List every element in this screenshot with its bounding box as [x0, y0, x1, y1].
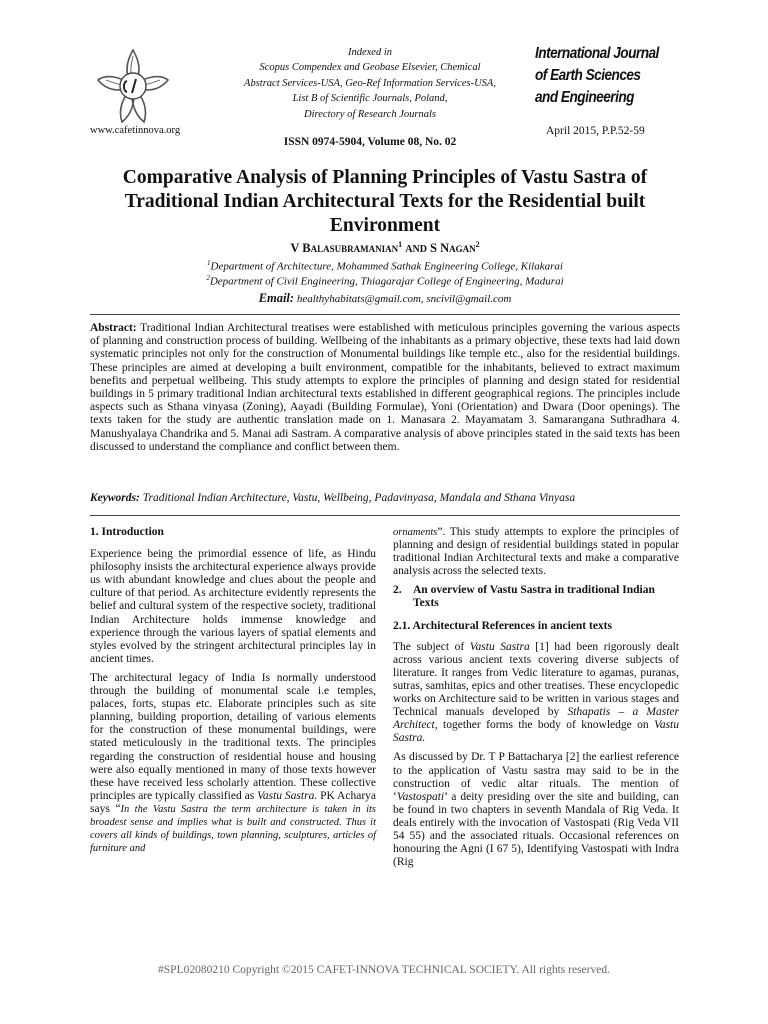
paragraph — [393, 751, 679, 869]
paragraph-text: As discussed by Dr. T P Battacharya [2] the earliest reference to the application of Vastu sastra may said to be in the construction of vedic altar rituals. The mention of ‘ — [393, 751, 679, 803]
indexing-line: Directory of Research Journals — [304, 108, 436, 120]
abstract-text: Traditional Indian Architectural treatises were established with meticulous principles governing the various aspects of planning and construction process of building. Wellbeing of the inhabitants as a primary objective, these texts had laid down systematic principles not only for the construction of Monumental buildings like temple etc., also for the residential buildings. These principles are aimed at developing a built environment, compatible for the inhabitants, believed to extract maximum benefits and perpetual wellbeing. This study attempts to explore the principles of planning and design stated for residential buildings in 5 primary traditional Indian architectural texts established in different geographical regions. The principles include aspects such as Sthana vinyasa (Zoning), Aayadi (Building Formulae), Yoni (Orientation) and Dwara (Door openings). The texts taken for the study are authentic translation made on 1. Manasara 2. Mayamatam 3. Samarangana Suthradhara 4. Manushyalaya Chandrika and 5. Manai adi Sastram. A comparative analysis of above principles stated in the said texts has been discussed to understand the compliance and conflict between them. — [90, 322, 680, 453]
email-address[interactable]: healthyhabitats@gmail.com, sncivil@gmail.com — [296, 293, 512, 305]
keywords — [90, 492, 680, 504]
authors — [95, 240, 675, 256]
subsection-heading: 2.1. Architectural References in ancient texts — [393, 619, 612, 632]
paragraph-text: PK Acharya says “ — [90, 789, 377, 815]
indexing-info — [212, 45, 528, 122]
author-name: V Balasubramanian — [290, 241, 399, 256]
paragraph-text: ”. This study attempts to explore the principles of planning and design of residential buildings stated in popular traditional Indian Architectural texts and make a comparative analysis across the selected texts. — [393, 526, 679, 578]
abstract-label: Abstract: — [90, 322, 137, 334]
journal-name-line: and Engineering — [535, 89, 634, 106]
email-label: Email: — [258, 291, 295, 305]
issue-date: April 2015, P.P.52-59 — [546, 125, 645, 137]
section-number: 2. — [393, 584, 402, 597]
keywords-text: Traditional Indian Architecture, Vastu, Wellbeing, Padavinyasa, Mandala and Sthana Vinyasa — [142, 492, 576, 504]
paragraph-text: together forms the body of knowledge on — [437, 719, 655, 732]
email-line — [95, 291, 675, 306]
copyright-footer: #SPL02080210 Copyright ©2015 CAFET-INNOVA TECHNICAL SOCIETY. All rights reserved. — [158, 964, 610, 976]
affiliation-marker: 1 — [207, 259, 211, 267]
paragraph — [393, 526, 679, 578]
author-name: S Nagan — [430, 241, 476, 256]
paragraph-text: [1] had been rigorously dealt across various ancient texts covering diverse subjects of literature. It ranges from Vedic literature to agamas, puranas, sutras, samhitas, epics and other treatises. These encyclopedic works on Architecture said to be written in various stages and Technical manuals developed by — [393, 640, 679, 719]
paper-title: Comparative Analysis of Planning Principles of Vastu Sastra of Traditional Indian Architectural Texts for the Residential built Environment — [122, 167, 648, 236]
right-column — [393, 526, 679, 875]
affiliation-marker: 2 — [475, 240, 480, 249]
affiliation-marker: 1 — [398, 240, 403, 249]
affiliation — [95, 274, 675, 288]
affiliation-marker: 2 — [206, 274, 210, 282]
paragraph-text: ’ a deity presiding over the site and building, can be found in two chapters in seventh Mandala of Rig Veda. It deals entirely with the invocation of Vastospati (Rig Veda VII 54 55) and the associated rituals. Occasional references on honouring the Agni (I 67 5), Identifying Vastospati with Indra (Rig — [393, 790, 679, 869]
paragraph-text: The architectural legacy of India Is normally understood through the building of monumental scale i.e temples, palaces, forts, stupas etc. Elaborate principles such as site planning, building proportion, detailing of various elements for the construction of these monumental buildings, were stated meticulously in the traditional texts. The principles regarding the construction of residential house and housing were also equally mentioned in many of those texts however these have received less scholarly attention. These collective principles are typically classified as — [90, 671, 376, 802]
journal-logo — [92, 40, 174, 128]
indexing-line: List B of Scientific Journals, Poland, — [292, 93, 448, 105]
divider — [90, 314, 680, 315]
issn: ISSN 0974-5904, Volume 08, No. 02 — [283, 136, 457, 148]
affiliation — [95, 259, 675, 273]
website-url: www.cafetinnova.org — [90, 125, 181, 136]
affiliation-text: Department of Architecture, Mohammed Sathak Engineering College, Kilakarai — [210, 260, 563, 273]
term-vastu-sastra: Vastu Sastra. — [257, 789, 318, 802]
quotation-end: ornaments — [393, 527, 438, 538]
indexing-line: Abstract Services-USA, Geo-Ref Information Services-USA, — [244, 77, 496, 89]
paragraph: Experience being the primordial essence of life, as Hindu philosophy insists the architectural experience always provide us with abundant knowledge and clues about the people and culture of that period. As architecture evidently represents the belief and cultural system of the respective society, traditional Indian Architecture holds immense knowledge and experience through the various layers of spatial elements and styles evolved by the stringent architectural principles lay in ancient times. — [90, 548, 376, 665]
term-vastu-sastra: Vastu Sastra — [469, 640, 530, 653]
paragraph-text: The subject of — [393, 640, 470, 653]
journal-name-line: International Journal — [535, 45, 659, 62]
left-column — [90, 526, 376, 861]
section-heading: 1. Introduction — [90, 526, 164, 538]
author-separator: AND — [405, 244, 427, 256]
quotation: In the Vastu Sastra the term architecture is taken in its broadest sense and implies what is built and constructed. Thus it covers all kinds of buildings, town planning, sculptures, articles of furniture and — [90, 803, 376, 855]
journal-name-line: of Earth Sciences — [535, 67, 641, 84]
term-vastu-sastra: Vastu Sastra. — [393, 719, 679, 745]
section-title: An overview of Vastu Sastra in traditional Indian Texts — [413, 584, 655, 610]
abstract — [90, 322, 680, 454]
indexing-line: Indexed in — [347, 47, 393, 58]
paragraph — [393, 641, 679, 746]
term-vastospati: Vastospati — [396, 790, 445, 803]
indexing-line: Scopus Compendex and Geobase Elsevier, Chemical — [259, 62, 481, 74]
divider — [90, 515, 680, 516]
keywords-label: Keywords: — [90, 492, 140, 504]
affiliation-text: Department of Civil Engineering, Thiagarajar College of Engineering, Madurai — [209, 275, 564, 288]
journal-name — [535, 43, 659, 109]
paragraph — [90, 672, 376, 855]
section-heading — [393, 584, 679, 610]
term-sthapatis: Sthapatis – a Master Architect, — [393, 706, 679, 732]
